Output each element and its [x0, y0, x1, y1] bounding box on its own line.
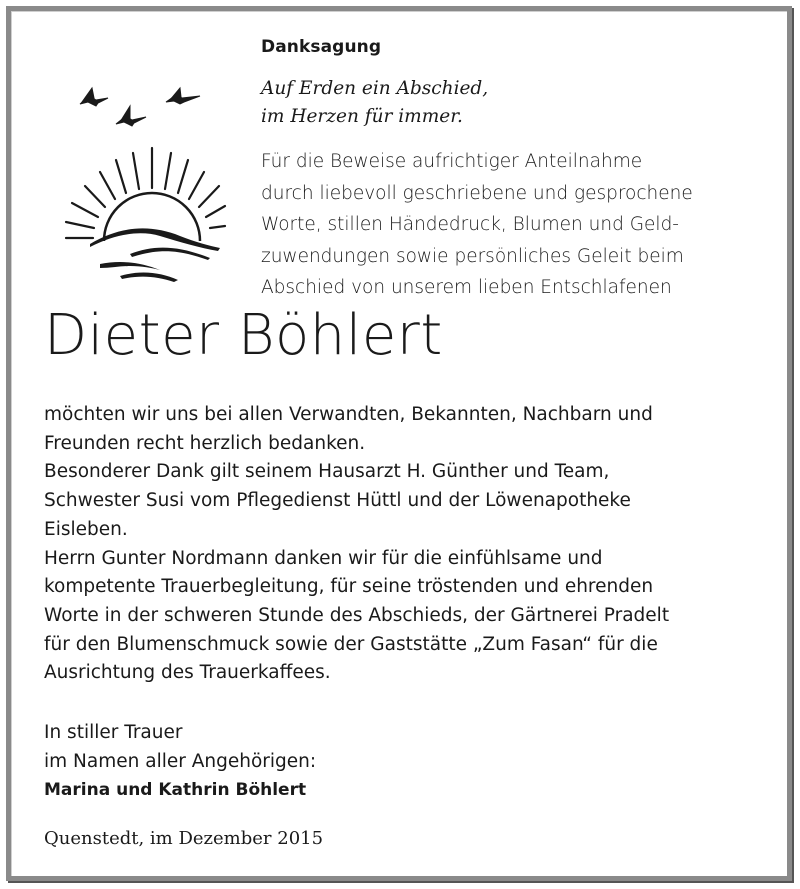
body-line: Freunden recht herzlich bedanken.	[44, 432, 366, 454]
body-line: Eisleben.	[44, 518, 128, 540]
signoff-line: im Namen aller Angehörigen:	[44, 751, 317, 772]
intro-line: zuwendungen sowie persönliches Geleit beim	[261, 245, 684, 267]
motto-line: im Herzen für immer.	[261, 106, 463, 127]
intro-line: durch liebevoll geschriebene und gesprochene	[261, 182, 693, 204]
place-date: Quenstedt, im Dezember 2015	[44, 828, 324, 849]
intro-line: Abschied von unserem lieben Entschlafenen	[261, 277, 672, 299]
body-line: Worte in der schweren Stunde des Abschieds, der Gärtnerei Pradelt	[44, 604, 670, 626]
signoff-line: In stiller Trauer	[44, 722, 183, 743]
thanks-paragraph	[44, 401, 669, 688]
motto	[261, 75, 488, 131]
intro-paragraph	[261, 146, 693, 304]
notice-header: Danksagung	[261, 37, 382, 57]
body-line: Ausrichtung des Trauerkaffees.	[44, 662, 331, 684]
body-line: möchten wir uns bei allen Verwandten, Bekannten, Nachbarn und	[44, 404, 653, 425]
intro-line: Worte, stillen Händedruck, Blumen und Geld-	[261, 214, 679, 236]
intro-line: Für die Beweise aufrichtiger Anteilnahme	[261, 151, 643, 172]
body-line: kompetente Trauerbegleitung, für seine tröstenden und ehrenden	[44, 576, 654, 598]
body-line: für den Blumenschmuck sowie der Gaststätte „Zum Fasan“ für die	[44, 633, 658, 655]
deceased-name: Dieter Böhlert	[44, 303, 443, 368]
body-line: Herrn Gunter Nordmann danken wir für die einfühlsame und	[44, 547, 603, 569]
sunset-with-flying-birds-icon	[60, 76, 230, 286]
bird-icon	[80, 88, 108, 106]
bird-icon	[166, 88, 200, 104]
motto-line: Auf Erden ein Abschied,	[261, 78, 489, 99]
bird-icon	[116, 106, 146, 126]
body-line: Besonderer Dank gilt seinem Hausarzt H. Günther und Team,	[44, 461, 610, 483]
signoff	[44, 718, 316, 805]
signers: Marina und Kathrin Böhlert	[44, 780, 307, 800]
body-line: Schwester Susi vom Pflegedienst Hüttl und der Löwenapotheke	[44, 490, 631, 512]
